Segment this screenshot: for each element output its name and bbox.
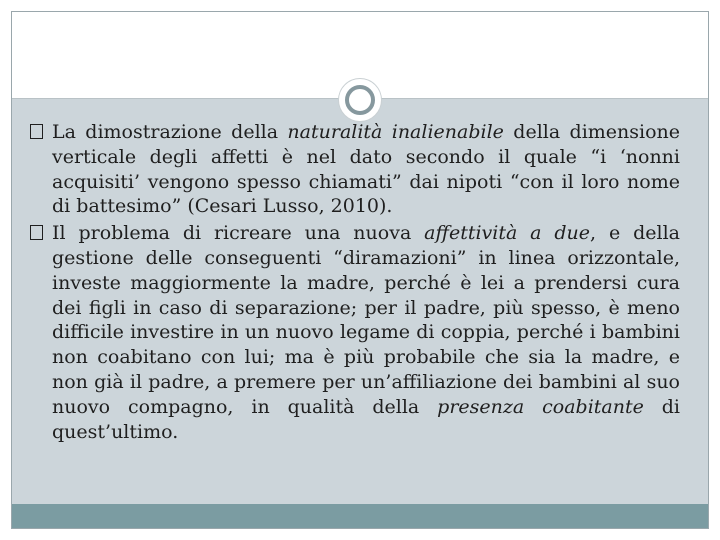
paragraph-1-seg-1: La dimostrazione della [52, 121, 288, 143]
paragraph-2-seg-5: di quest’ultimo. [52, 395, 681, 443]
paragraph-2-seg-2-italic: affettività a due [424, 222, 591, 245]
paragraph-2-seg-4-italic: presenza coabitante [437, 395, 644, 418]
bullet-box-icon [30, 124, 43, 139]
bottom-bar [12, 504, 708, 528]
paragraph-2-seg-3: , e della gestione delle conseguenti “diramazioni” in linea orizzontale, investe maggiormente la madre, perché è lei a prendersi cura dei figli in caso di separazione; per il padre, più spesso, è meno difficile investire in un nuovo legame di coppia, perché i bambini non coabitano con lui; ma è più probabile che sia la madre, e non già il padre, a premere per un’affiliazione dei bambini al suo nuovo compagno, in qualità della [52, 222, 680, 418]
text-block [30, 120, 680, 446]
bullet-box-icon [30, 225, 43, 240]
bullet-paragraph-2 [30, 221, 680, 444]
paragraph-1-seg-2-italic: naturalità inalienabile [287, 121, 504, 143]
paragraph-1-seg-3: della dimensione verticale degli affetti è nel dato secondo il quale “i ‘nonni acquisiti’ vengono spesso chiamati” dai nipoti “con il loro nome di battesimo” (Cesari Lusso, 2010). [52, 121, 681, 218]
paragraph-2-seg-1: Il problema di ricreare una nuova [52, 222, 425, 245]
circle-ornament-icon [339, 79, 381, 121]
bullet-paragraph-1 [30, 120, 680, 219]
